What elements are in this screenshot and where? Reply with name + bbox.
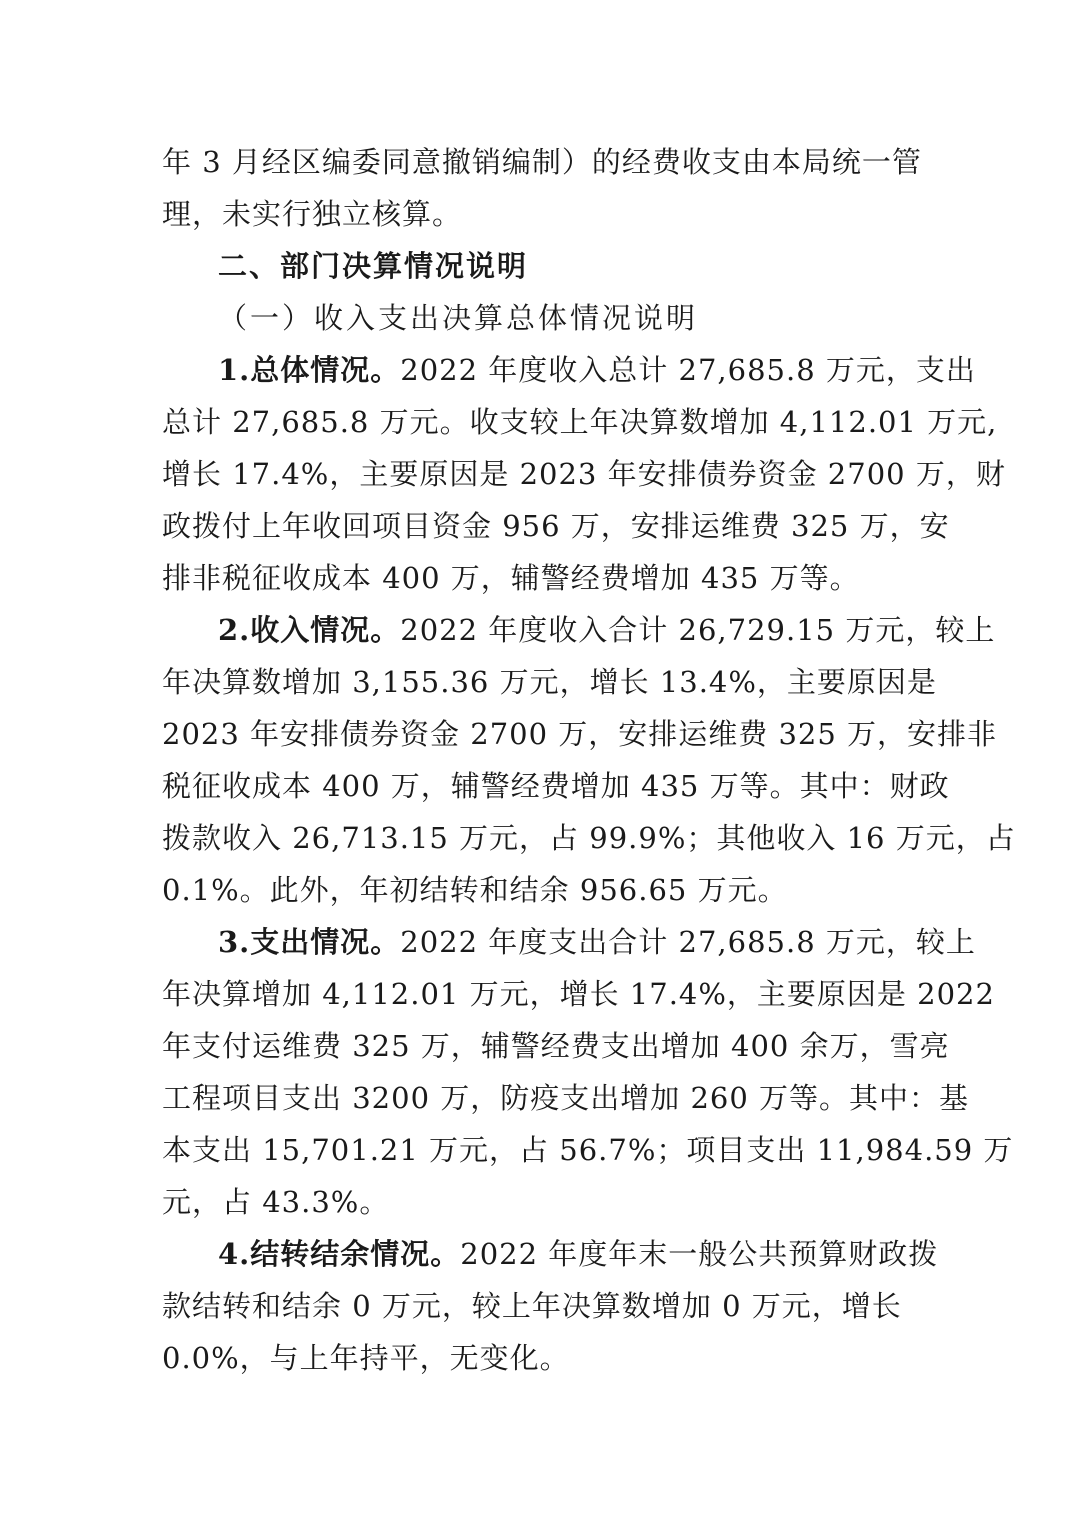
paragraph-text: 2022 年度收入合计 26,729.15 万元，较上 bbox=[400, 613, 996, 647]
paragraph-carryover-first-line bbox=[218, 1234, 978, 1274]
paragraph-text: 2022 年度支出合计 27,685.8 万元，较上 bbox=[400, 925, 976, 959]
paragraph-line: 增长 17.4%，主要原因是 2023 年安排债券资金 2700 万，财 bbox=[162, 457, 1006, 491]
paragraph-income-first-line bbox=[218, 610, 996, 650]
paragraph-lead: 4.结转结余情况。 bbox=[218, 1237, 461, 1271]
paragraph-line: 总计 27,685.8 万元。收支较上年决算数增加 4,112.01 万元, bbox=[162, 405, 998, 439]
intro-line: 年 3 月经区编委同意撤销编制）的经费收支由本局统一管 bbox=[162, 145, 922, 179]
paragraph-line: 拨款收入 26,713.15 万元，占 99.9%；其他收入 16 万元，占 bbox=[162, 821, 1016, 855]
paragraph-line: 0.1%。此外，年初结转和结余 956.65 万元。 bbox=[162, 873, 788, 907]
paragraph-line: 2023 年安排债券资金 2700 万，安排运维费 325 万，安排非 bbox=[162, 717, 998, 751]
paragraph-text: 2022 年度年末一般公共预算财政拨 bbox=[460, 1237, 939, 1271]
paragraph-line: 本支出 15,701.21 万元，占 56.7%；项目支出 11,984.59 万 bbox=[162, 1133, 1014, 1167]
paragraph-line: 年决算数增加 3,155.36 万元，增长 13.4%，主要原因是 bbox=[162, 665, 937, 699]
section-heading: 二、部门决算情况说明 bbox=[218, 249, 529, 283]
paragraph-line: 税征收成本 400 万，辅警经费增加 435 万等。其中：财政 bbox=[162, 769, 950, 803]
intro-line: 理，未实行独立核算。 bbox=[162, 197, 463, 231]
paragraph-line: 排非税征收成本 400 万，辅警经费增加 435 万等。 bbox=[162, 561, 860, 595]
paragraph-lead: 1.总体情况。 bbox=[218, 353, 401, 387]
paragraph-line: 款结转和结余 0 万元，较上年决算数增加 0 万元，增长 bbox=[162, 1289, 902, 1323]
paragraph-lead: 2.收入情况。 bbox=[218, 613, 401, 647]
paragraph-line: 年支付运维费 325 万，辅警经费支出增加 400 余万，雪亮 bbox=[162, 1029, 950, 1063]
paragraph-line: 0.0%，与上年持平，无变化。 bbox=[162, 1341, 570, 1375]
paragraph-line: 工程项目支出 3200 万，防疫支出增加 260 万等。其中：基 bbox=[162, 1081, 970, 1115]
paragraph-line: 政拨付上年收回项目资金 956 万，安排运维费 325 万，安 bbox=[162, 509, 950, 543]
paragraph-line: 元，占 43.3%。 bbox=[162, 1185, 390, 1219]
paragraph-expenditure-first-line bbox=[218, 922, 978, 962]
subsection-heading: （一）收入支出决算总体情况说明 bbox=[218, 301, 699, 335]
paragraph-overall-first-line bbox=[218, 350, 978, 390]
paragraph-text: 2022 年度收入总计 27,685.8 万元，支出 bbox=[400, 353, 976, 387]
paragraph-line: 年决算增加 4,112.01 万元，增长 17.4%，主要原因是 2022 bbox=[162, 977, 995, 1011]
paragraph-lead: 3.支出情况。 bbox=[218, 925, 401, 959]
